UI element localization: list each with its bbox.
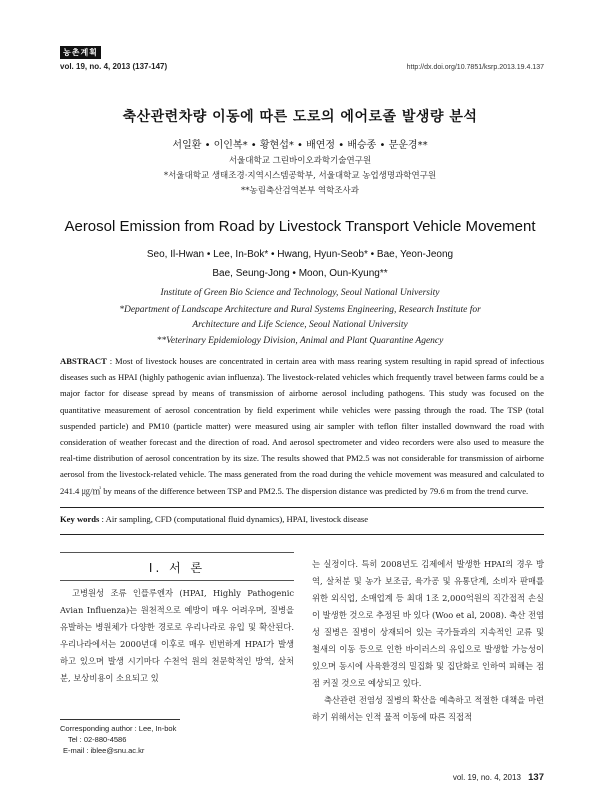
section-bottom-rule — [60, 580, 294, 581]
corresponding-author-footnote — [60, 723, 294, 756]
korean-title: 축산관련차량 이동에 따른 도로의 에어로졸 발생량 분석 — [122, 109, 478, 125]
body-paragraph: 축산관련 전염성 질병의 확산을 예측하고 적절한 대책을 마련하기 위해서는 인적 물적 이동에 따른 직접적 — [312, 695, 544, 722]
footer-volume: vol. 19, no. 4, 2013 — [452, 773, 521, 782]
english-authors-line-2: Bae, Seung-Jong • Moon, Oun-Kyung** — [212, 268, 388, 279]
korean-authors: 서일환 • 이인복* • 황현섭* • 배연정 • 배승종 • 문운경** — [172, 140, 428, 151]
volume-info: vol. 19, no. 4, 2013 (137-147) — [60, 62, 168, 71]
english-authors-line-1: Seo, Il-Hwan • Lee, In-Bok* • Hwang, Hyun-Seob* • Bae, Yeon-Jeong — [146, 249, 454, 260]
journal-logo: 농촌계획 — [60, 46, 101, 59]
korean-affiliation-3: **농림축산검역본부 역학조사과 — [241, 186, 359, 196]
body-paragraph: 고병원성 조류 인플루엔자 (HPAI, Highly Pathogenic Avian Influenza)는 원천적으로 예방이 매우 어려우며, 질병을 유발하는 병원체가 다양한 경로로 우리나라로 유입 및 확산된다. 우리나라에서는 2000년대 이후로 매우 빈번하게 HPAI가 발생하고 있으며 발생 시기마다 수천억 원의 천문학적인 방역, 살처분, 보상비용이 소요되고 있 — [60, 588, 294, 683]
abstract-label: ABSTRACT — [60, 356, 107, 366]
english-affiliation-1: Institute of Green Bio Science and Technology, Seoul National University — [160, 288, 440, 298]
body-left-column — [60, 585, 294, 687]
body-paragraph: 는 실정이다. 특히 2008년도 김제에서 발생한 HPAI의 경우 방역, 살처분 및 농가 보조금, 육가공 및 유통단계, 소비자 판매를 위한 외식업, 소매업계 등 최대 1조 2,000억원의 직간접적 손실이 발생한 것으로 추정된 바 있다 (Woo et al, 2008). 축산 전염성 질병은 질병이 상재되어 있는 국가들과의 지속적인 교류 및 철새의 이동 등으로 인한 바이러스의 유입으로 발생할 가능성이 있으며 동시에 사육환경의 밀집화 및 집단화로 인하여 피해는 점점 커질 것으로 예상되고 있다. — [312, 559, 544, 688]
author-email[interactable]: E-mail : iblee@snu.ac.kr — [63, 746, 145, 755]
keywords-text: : Air sampling, CFD (computational fluid dynamics), HPAI, livestock disease — [101, 514, 369, 524]
doi-link[interactable]: http://dx.doi.org/10.7851/ksrp.2013.19.4.137 — [406, 64, 544, 71]
english-affiliation-4: **Veterinary Epidemiology Division, Animal and Plant Quarantine Agency — [156, 336, 444, 346]
page-footer — [453, 772, 544, 783]
section-heading: I. 서 론 — [148, 561, 206, 575]
body-right-column — [312, 556, 544, 726]
keywords-top-rule — [60, 507, 544, 508]
author-phone: Tel : 02-880-4586 — [68, 735, 127, 744]
english-title: Aerosol Emission from Road by Livestock Transport Vehicle Movement — [64, 218, 536, 235]
abstract — [60, 353, 544, 499]
english-affiliation-2: *Department of Landscape Architecture and Rural Systems Engineering, Research Institute for — [119, 305, 481, 315]
footnote-rule — [60, 719, 180, 720]
keywords-label: Key words — [60, 514, 100, 524]
page-number: 137 — [528, 772, 544, 783]
keywords — [60, 514, 544, 524]
section-top-rule — [60, 552, 294, 553]
running-header — [60, 62, 544, 71]
korean-affiliation-1: 서울대학교 그린바이오과학기술연구원 — [228, 156, 372, 166]
korean-affiliation-2: *서울대학교 생태조경·지역시스템공학부, 서울대학교 농업생명과학연구원 — [163, 171, 437, 181]
corresponding-author: Corresponding author : Lee, In-bok — [60, 724, 177, 733]
keywords-bottom-rule — [60, 534, 544, 535]
abstract-text: : Most of livestock houses are concentrated in certain area with mass rearing system resulting in rapid spread of infectious diseases such as HPAI (highly pathogenic avian influenza). The livestock-related vehicles which frequently travel between farms could be a major factor for disease spread by means of transmission of airborne aerosol including pathogens. This study was focused on the quantitative measurement of aerosol concentration by field experiment while vehicles were passing through the road. The TSP (total suspended particle) and PM10 (particle matter) were measured using air sampler with teflon filter installed downward the road with consideration of weather forecast and the direction of road. And aerosol spectrometer and video recorders were also used to measure the real-time distribution of aerosol concentration by its size. The results showed that PM2.5 was not considerable for transmission of airborne aerosol from the livestock-related vehicle. The mass generated from the road during the vehicle movement was measured and calculated to 241.4 ㎍/㎥ by means of the difference between TSP and PM2.5. The dispersion distance was predicted by 79.6 m from the trend curve. — [60, 356, 544, 496]
english-affiliation-3: Architecture and Life Science, Seoul National University — [192, 320, 408, 330]
